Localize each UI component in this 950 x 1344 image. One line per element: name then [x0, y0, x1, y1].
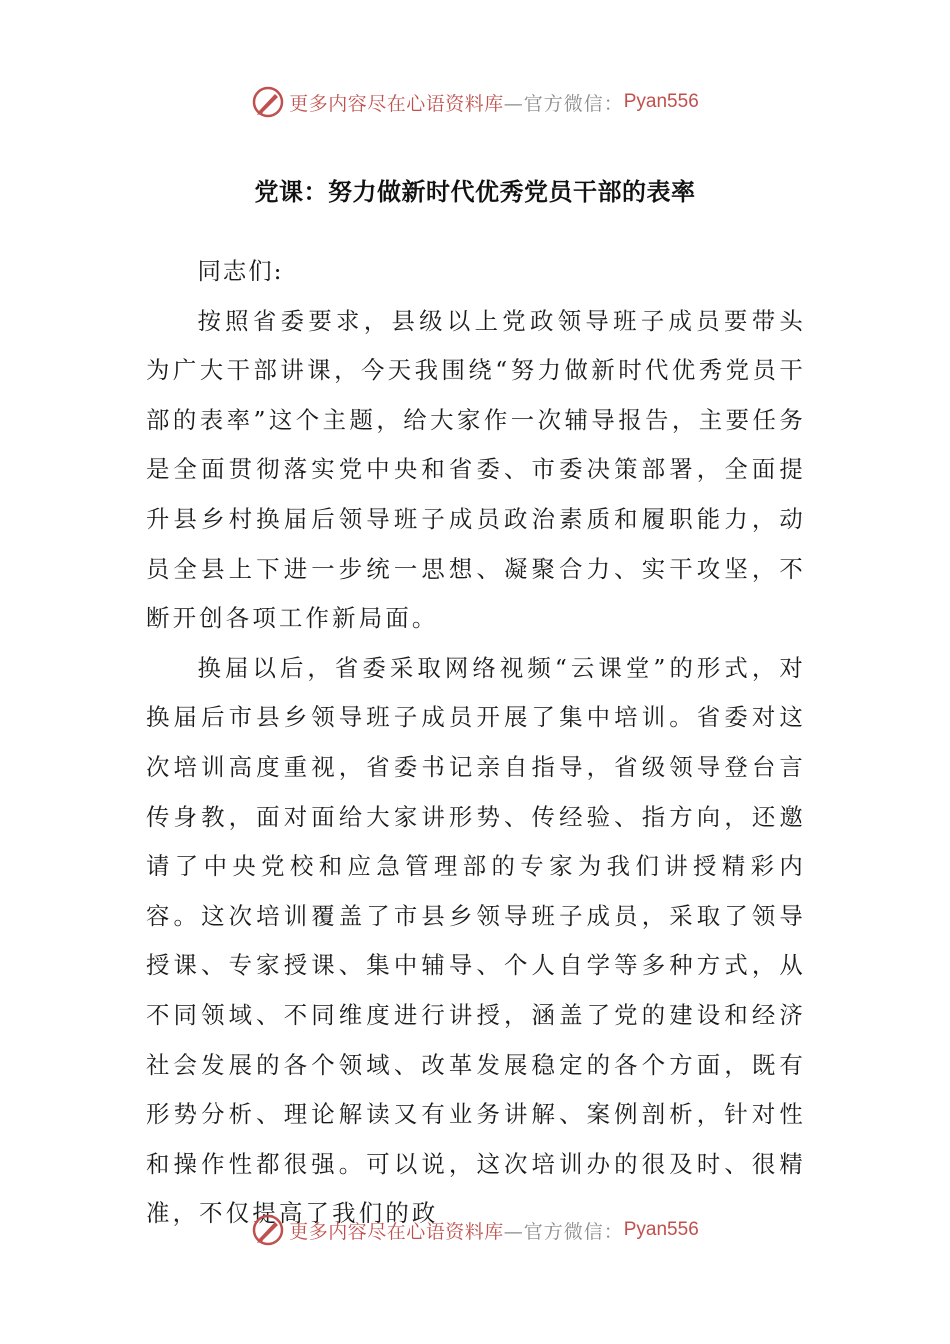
watermark-prefix: 更多内容尽在心语资料库 [289, 1220, 504, 1243]
watermark-prefix: 更多内容尽在心语资料库 [289, 92, 504, 115]
paragraph-2: 换届以后，省委采取网络视频“云课堂”的形式，对换届后市县乡领导班子成员开展了集中培训。省委对这次培训高度重视，省委书记亲自指导，省级领导登台言传身教，面对面给大家讲形势、传经验、指方向，还邀请了中央党校和应急管理部的专家为我们讲授精彩内容。这次培训覆盖了市县乡领导班子成员，采取了领导授课、专家授课、集中辅导、个人自学等多种方式，从不同领域、不同维度进行讲授，涵盖了党的建设和经济社会发展的各个领域、改革发展稳定的各个方面，既有形势分析、理论解读又有业务讲解、案例剖析，针对性和操作性都很强。可以说，这次培训办的很及时、很精准，不仅提高了我们的政 [146, 653, 806, 1228]
document-body [146, 247, 806, 1239]
salutation: 同志们: [197, 257, 284, 285]
watermark-banner-top [0, 82, 950, 122]
watermark-account: Pyan556 [623, 91, 699, 112]
document-title: 党课：努力做新时代优秀党员干部的表率 [254, 178, 696, 206]
pen-logo-icon [251, 85, 285, 119]
pen-logo-icon [251, 1213, 285, 1247]
paragraph-1: 按照省委要求，县级以上党政领导班子成员要带头为广大干部讲课，今天我围绕“努力做新时代优秀党员干部的表率”这个主题，给大家作一次辅导报告，主要任务是全面贯彻落实党中央和省委、市委决策部署，全面提升县乡村换届后领导班子成员政治素质和履职能力，动员全县上下进一步统一思想、凝聚合力、实干攻坚，不断开创各项工作新局面。 [146, 306, 806, 633]
watermark-banner-bottom [0, 1210, 950, 1250]
watermark-account: Pyan556 [623, 1219, 699, 1240]
watermark-middle: —官方微信： [503, 1220, 624, 1243]
watermark-middle: —官方微信： [503, 92, 624, 115]
